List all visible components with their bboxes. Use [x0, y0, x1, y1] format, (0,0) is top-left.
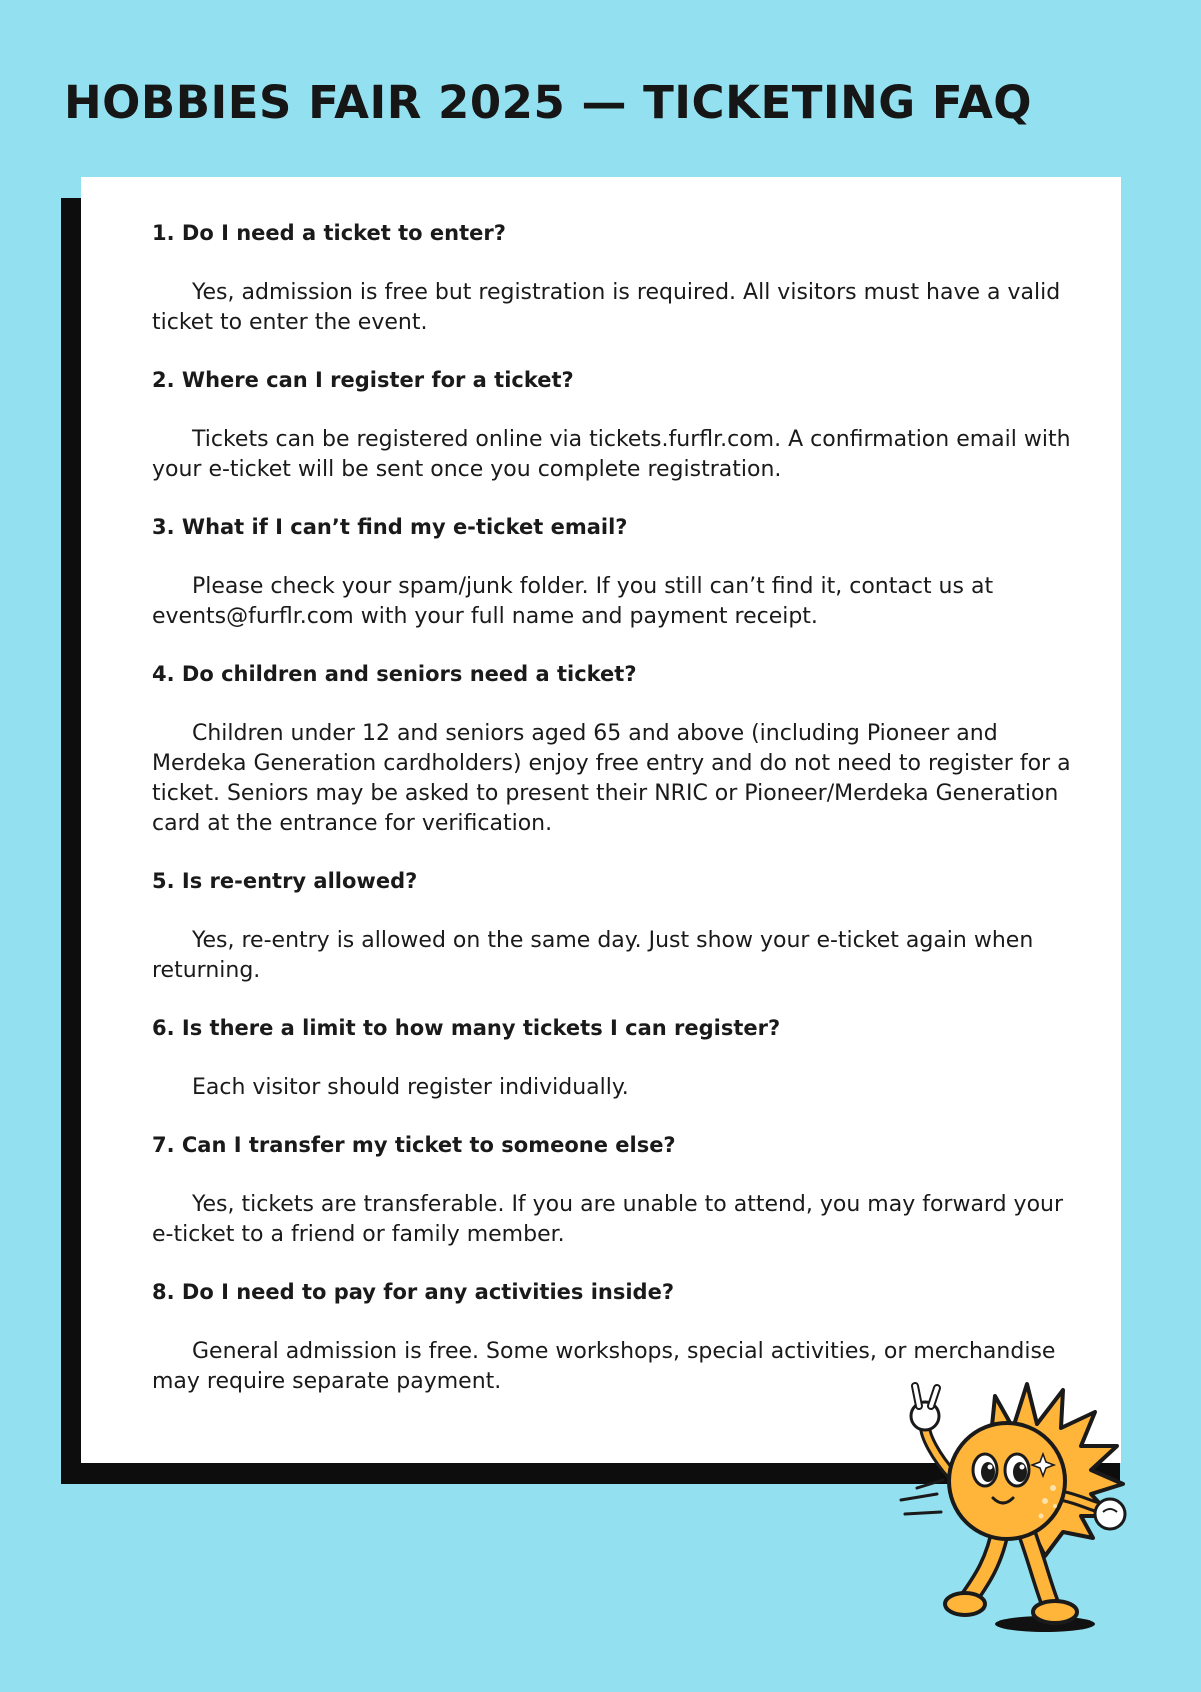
faq-item	[152, 218, 1080, 338]
faq-question: 2. Where can I register for a ticket?	[152, 368, 574, 392]
faq-answer: Yes, re-entry is allowed on the same day. Just show your e-ticket again when returning.	[152, 928, 1034, 983]
faq-item	[152, 1130, 1080, 1250]
faq-answer: Tickets can be registered online via tickets.furflr.com. A confirmation email with your e-ticket will be sent once you complete registration.	[152, 427, 1071, 482]
faq-answer: Each visitor should register individually.	[192, 1075, 629, 1100]
faq-question: 1. Do I need a ticket to enter?	[152, 221, 506, 245]
faq-answer: Please check your spam/junk folder. If you still can’t find it, contact us at events@furflr.com with your full name and payment receipt.	[152, 574, 994, 629]
faq-question: 5. Is re-entry allowed?	[152, 869, 418, 893]
faq-question: 6. Is there a limit to how many tickets I can register?	[152, 1016, 781, 1040]
faq-answer: Yes, admission is free but registration is required. All visitors must have a valid ticket to enter the event.	[152, 280, 1061, 335]
faq-answer: Yes, tickets are transferable. If you are unable to attend, you may forward your e-ticket to a friend or family member.	[152, 1192, 1064, 1247]
faq-answer: General admission is free. Some workshops, special activities, or merchandise may require separate payment.	[152, 1339, 1056, 1394]
faq-list	[152, 218, 1080, 1424]
faq-item	[152, 1013, 1080, 1103]
faq-question: 3. What if I can’t find my e-ticket email?	[152, 515, 628, 539]
faq-item	[152, 659, 1080, 839]
page-title: HOBBIES FAIR 2025 — TICKETING FAQ	[64, 76, 1033, 129]
faq-question: 8. Do I need to pay for any activities inside?	[152, 1280, 674, 1304]
faq-answer: Children under 12 and seniors aged 65 and above (including Pioneer and Merdeka Generation cardholders) enjoy free entry and do not need to register for a ticket. Seniors may be asked to present their NRIC or Pioneer/Merdeka Generation card at the entrance for verification.	[152, 721, 1071, 836]
faq-question: 4. Do children and seniors need a ticket?	[152, 662, 637, 686]
sun-mascot-icon	[895, 1376, 1155, 1636]
faq-item	[152, 365, 1080, 485]
faq-question: 7. Can I transfer my ticket to someone else?	[152, 1133, 676, 1157]
faq-item	[152, 866, 1080, 986]
faq-item	[152, 512, 1080, 632]
